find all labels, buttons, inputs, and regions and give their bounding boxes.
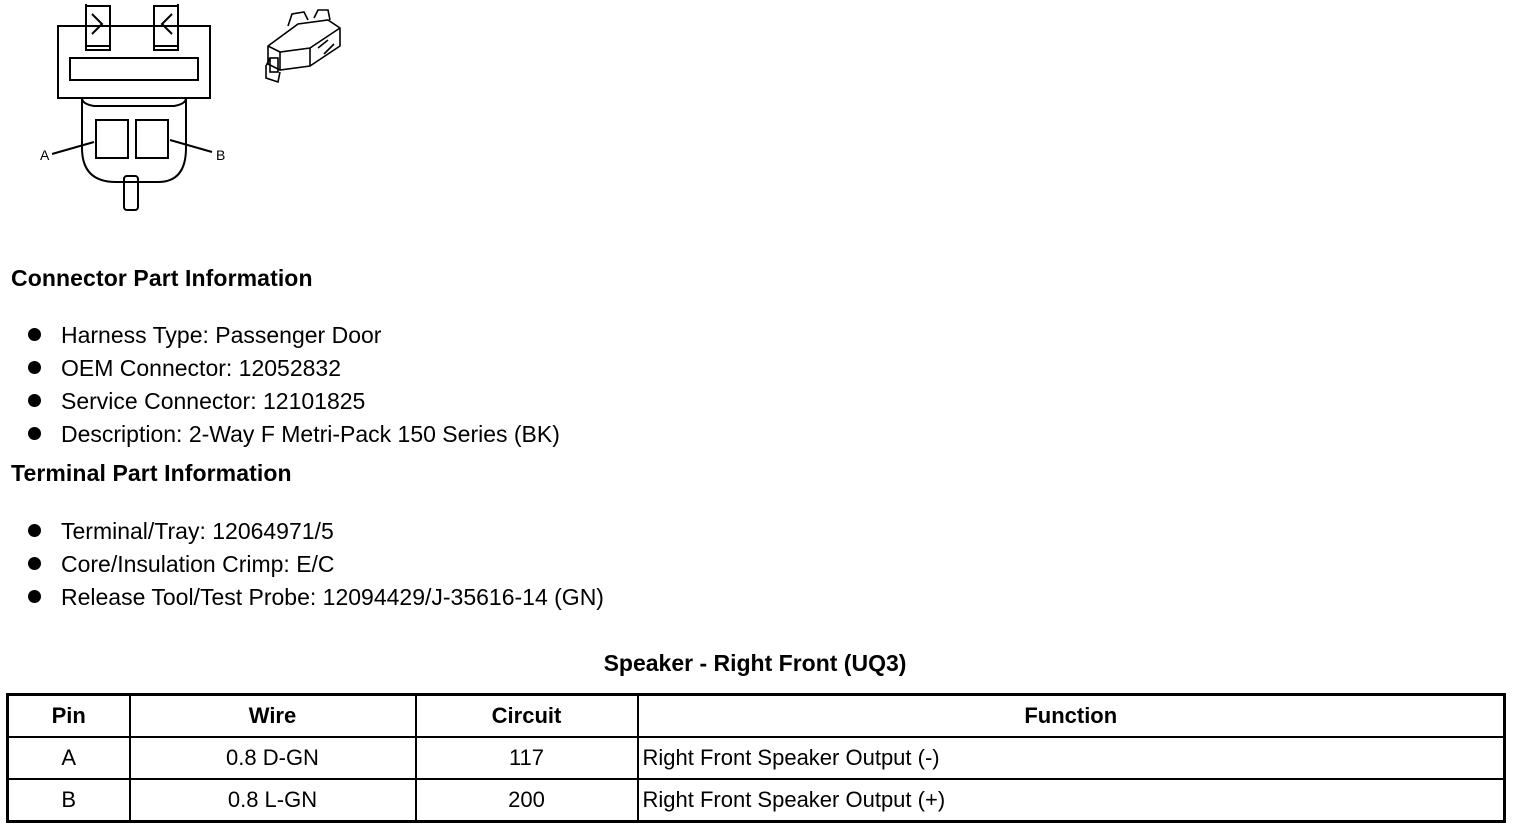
list-item: Terminal/Tray: 12064971/5 — [28, 514, 604, 547]
list-item: Release Tool/Test Probe: 12094429/J-35616-14 (GN) — [28, 580, 604, 613]
connector-info-list — [28, 318, 560, 450]
cell-circuit: 117 — [416, 737, 638, 779]
connector-info-heading: Connector Part Information — [11, 265, 313, 291]
bullet-icon — [28, 590, 41, 603]
table-header-row — [8, 695, 1505, 738]
header-function: Function — [638, 695, 1505, 738]
bullet-icon — [28, 524, 41, 537]
terminal-info-heading: Terminal Part Information — [11, 460, 292, 486]
bullet-icon — [28, 361, 41, 374]
header-circuit: Circuit — [416, 695, 638, 738]
terminal-info-list — [28, 514, 604, 613]
connector-face-diagram — [36, 0, 236, 215]
cell-function: Right Front Speaker Output (+) — [638, 779, 1505, 822]
header-wire: Wire — [130, 695, 416, 738]
bullet-icon — [28, 328, 41, 341]
cell-function: Right Front Speaker Output (-) — [638, 737, 1505, 779]
list-item: Harness Type: Passenger Door — [28, 318, 560, 351]
table-title: Speaker - Right Front (UQ3) — [603, 650, 907, 676]
header-pin: Pin — [8, 695, 130, 738]
pin-b-label: B — [216, 147, 226, 163]
list-item: Service Connector: 12101825 — [28, 384, 560, 417]
table-row — [8, 737, 1505, 779]
table-row — [8, 779, 1505, 822]
cell-pin: B — [8, 779, 130, 822]
cell-wire: 0.8 D-GN — [130, 737, 416, 779]
bullet-icon — [28, 394, 41, 407]
cell-pin: A — [8, 737, 130, 779]
bullet-icon — [28, 427, 41, 440]
connector-isometric-diagram — [258, 6, 348, 88]
cell-wire: 0.8 L-GN — [130, 779, 416, 822]
list-item: Description: 2-Way F Metri-Pack 150 Series (BK) — [28, 417, 560, 450]
list-item: OEM Connector: 12052832 — [28, 351, 560, 384]
cell-circuit: 200 — [416, 779, 638, 822]
list-item: Core/Insulation Crimp: E/C — [28, 547, 604, 580]
bullet-icon — [28, 557, 41, 570]
pin-table — [6, 693, 1506, 823]
pin-a-label: A — [40, 147, 50, 163]
